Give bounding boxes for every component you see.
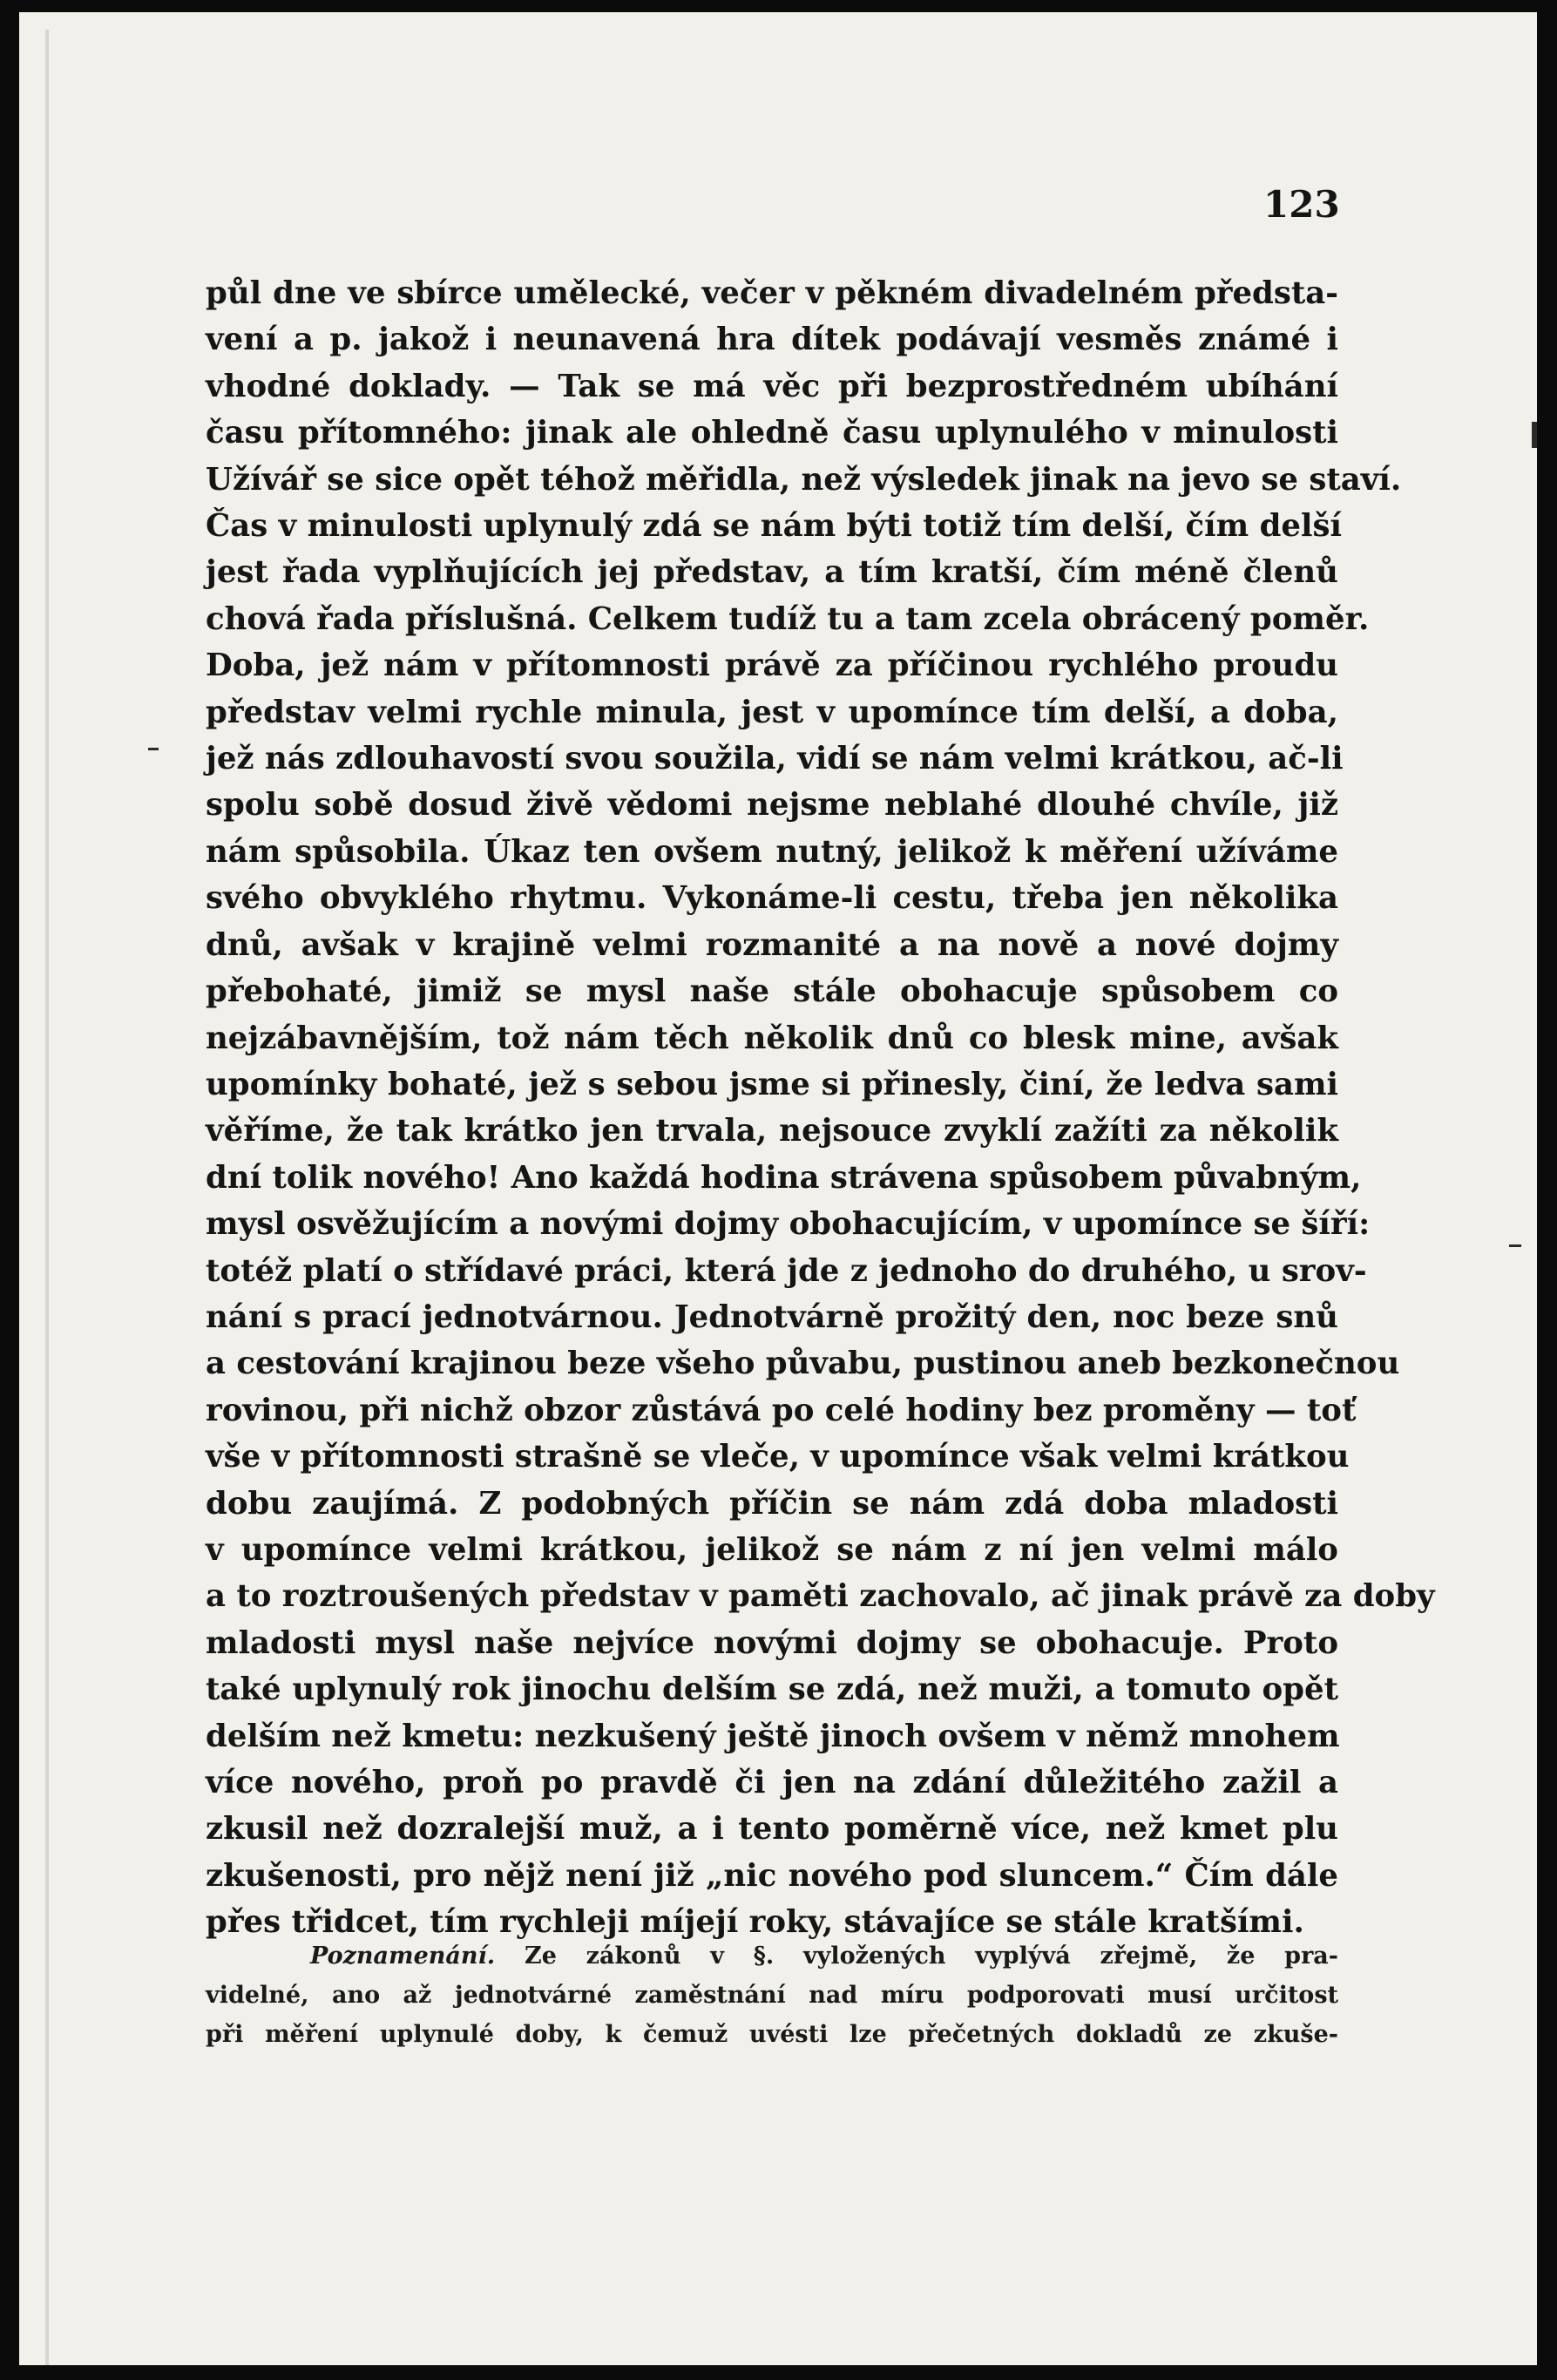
footnote-line: videlné, ano až jednotvárné zaměstnání nad míru podporovati musí určitost bbox=[206, 1982, 1338, 2009]
text-line: vhodné doklady. — Tak se má věc při bezprostředném ubíhání bbox=[206, 368, 1338, 404]
footnote-line bbox=[206, 1936, 1338, 1976]
text-line: času přítomného: jinak ale ohledně času uplynulého v minulosti bbox=[206, 415, 1338, 451]
body-text bbox=[206, 270, 1435, 1946]
footnote bbox=[206, 1936, 1338, 2054]
text-line: totéž platí o střídavé práci, která jde z jednoho do druhého, u srov- bbox=[206, 1252, 1367, 1289]
text-line: delším než kmetu: nezkušený ještě jinoch ovšem v němž mnohem bbox=[206, 1718, 1340, 1754]
margin-mark bbox=[148, 748, 159, 750]
text-line: představ velmi rychle minula, jest v upomínce tím delší, a doba, bbox=[206, 694, 1338, 730]
footnote-line: při měření uplynulé doby, k čemuž uvésti lze přečetných dokladů ze zkuše- bbox=[206, 2021, 1338, 2048]
text-line: rovinou, při nichž obzor zůstává po celé hodiny bez proměny — toť bbox=[206, 1392, 1357, 1428]
text-line: Užívář se sice opět téhož měřidla, než výsledek jinak na jevo se staví. bbox=[206, 461, 1402, 498]
text-line: vení a p. jakož i neunavená hra dítek podávají vesměs známé i bbox=[206, 322, 1338, 358]
page-number: 123 bbox=[1263, 183, 1340, 226]
text-line: mysl osvěžujícím a novými dojmy obohacujícím, v upomínce se šíří: bbox=[206, 1206, 1371, 1243]
margin-mark bbox=[1532, 422, 1537, 448]
text-line: věříme, že tak krátko jen trvala, nejsouce zvyklí zažíti za několik bbox=[206, 1113, 1338, 1149]
text-line: vše v přítomnosti strašně se vleče, v upomínce však velmi krátkou bbox=[206, 1439, 1350, 1475]
text-line: Doba, jež nám v přítomnosti právě za příčinou rychlého proudu bbox=[206, 648, 1338, 684]
text-line: svého obvyklého rhytmu. Vykonáme-li cestu, třeba jen několika bbox=[206, 880, 1338, 917]
text-line: mladosti mysl naše nejvíce novými dojmy se obohacuje. Proto bbox=[206, 1624, 1338, 1661]
text-line: přes třidcet, tím rychleji míjejí roky, stávajíce se stále kratšími. bbox=[206, 1904, 1304, 1941]
text-line: upomínky bohaté, jež s sebou jsme si přinesly, činí, že ledva sami bbox=[206, 1066, 1338, 1102]
text-line: přebohaté, jimiž se mysl naše stále obohacuje spůsobem co bbox=[206, 973, 1338, 1010]
text-line: a cestování krajinou beze všeho půvabu, pustinou aneb bezkonečnou bbox=[206, 1346, 1400, 1382]
text-line: zkusil než dozralejší muž, a i tento poměrně více, než kmet plu bbox=[206, 1811, 1338, 1848]
text-line: nejzábavnějším, tož nám těch několik dnů co blesk mine, avšak bbox=[206, 1020, 1338, 1056]
text-line: více nového, proň po pravdě či jen na zdání důležitého zažil a bbox=[206, 1765, 1338, 1800]
text-line: chová řada příslušná. Celkem tudíž tu a tam zcela obrácený poměr. bbox=[206, 600, 1370, 637]
footnote-label: Poznamenání. bbox=[310, 1943, 496, 1970]
footnote-text: Ze zákonů v §. vyložených vyplývá zřejmě, že pra- bbox=[524, 1943, 1338, 1970]
text-line: spolu sobě dosud živě vědomi nejsme neblahé dlouhé chvíle, již bbox=[206, 787, 1338, 824]
text-line: jest řada vyplňujících jej představ, a tím kratší, čím méně členů bbox=[206, 554, 1338, 591]
text-line: v upomínce velmi krátkou, jelikož se nám z ní jen velmi málo bbox=[206, 1531, 1338, 1568]
text-line: půl dne ve sbírce umělecké, večer v pěkném divadelném předsta- bbox=[206, 275, 1338, 311]
book-page bbox=[19, 12, 1537, 2365]
text-line: také uplynulý rok jinochu delším se zdá, než muži, a tomuto opět bbox=[206, 1671, 1338, 1708]
text-line: dnů, avšak v krajině velmi rozmanité a na nově a nové dojmy bbox=[206, 926, 1338, 963]
text-line: zkušenosti, pro nějž není již „nic nového pod sluncem.“ Čím dále bbox=[206, 1857, 1338, 1894]
text-line: nám spůsobila. Úkaz ten ovšem nutný, jelikož k měření užíváme bbox=[206, 833, 1338, 870]
text-line: jež nás zdlouhavostí svou soužila, vidí se nám velmi krátkou, ač-li bbox=[206, 741, 1344, 777]
text-line: Čas v minulosti uplynulý zdá se nám býti totiž tím delší, čím delší bbox=[206, 508, 1342, 545]
text-line: dní tolik nového! Ano každá hodina strávena spůsobem půvabným, bbox=[206, 1159, 1362, 1196]
page-edge-shadow bbox=[45, 30, 49, 2365]
text-line: nání s prací jednotvárnou. Jednotvárně prožitý den, noc beze snů bbox=[206, 1298, 1338, 1335]
margin-mark bbox=[1509, 1244, 1521, 1247]
text-line: dobu zaujímá. Z podobných příčin se nám zdá doba mladosti bbox=[206, 1485, 1338, 1522]
text-line: a to roztroušených představ v paměti zachovalo, ač jinak právě za doby bbox=[206, 1578, 1435, 1615]
